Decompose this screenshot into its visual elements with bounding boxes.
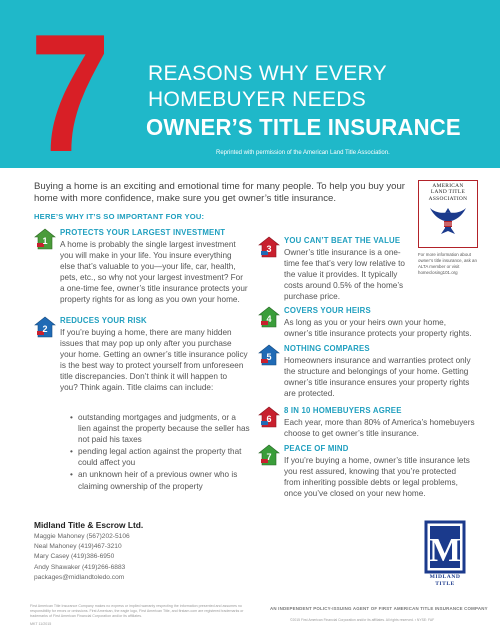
reason-3-body: Owner’s title insurance is a one- time fee that’s very low relative to the value it provides. It typically costs around 0.5% of the home’s purchase price. [284,248,405,302]
contact-andy: Andy Shawaker (419)266-6883 [34,563,126,571]
reason-1-title: PROTECTS YOUR LARGEST INVESTMENT [60,228,226,237]
contact-mary: Mary Casey (419)386-6950 [34,553,115,561]
reason-7 [258,444,488,500]
reason-4-number: 4 [266,314,272,324]
footer-agent-notice: AN INDEPENDENT POLICY-ISSUING AGENT OF FIRST AMERICAN TITLE INSURANCE COMPANY [270,606,488,611]
alta-note: For more information about owner’s title insurance, ask an ALTA member or visit homeclosing101.org [418,252,477,276]
reprint-credit: Reprinted with permission of the American Land Title Association. [216,150,390,156]
footer-code: MKT 11/2015 [30,622,52,626]
reason-6-body: Each year, more than 80% of America’s homebuyers choose to get owner’s title insurance. [284,418,475,439]
headline-line-1: REASONS WHY EVERY [148,62,387,85]
reason-4 [258,306,488,340]
reason-2-body: If you’re buying a home, there are many hidden issues that may pop up only after you purchase your home. Getting an owner’s title insurance policy is the best way to protect yourself from unforeseen title discrepancies. Don’t think it will happen to you? Think again. Title claims can include: [60,328,248,393]
reason-2 [34,316,260,406]
reason-1-body: A home is probably the single largest investment you will make in your life. You insure everything else that’s valuable to you—your life, car, health, pets, etc., so why not your largest investment? For a one-time fee, owner’s title insurance protects your property rights for as long as you own your home. [60,240,248,305]
reason-3 [258,236,418,302]
eagle-icon [428,204,468,240]
alta-logo-line-3: ASSOCIATION [428,195,468,202]
contact-list [34,532,130,583]
reason-3-number: 3 [266,244,272,254]
reason-4-title: COVERS YOUR HEIRS [284,306,371,315]
reason-7-number: 7 [266,452,272,462]
reason-5-body: Homeowners insurance and warranties protect only the structure and belongings of your home. Getting owner’s title insurance ensures your property rights are protected. [284,356,471,399]
footer-copyright: ©2015 First American Financial Corporation and/or its affiliates. All rights reserved. ▪ NYSE: FAF [290,618,435,622]
list-item: • outstanding mortgages and judgments, or a lien against the property because the seller has not paid his taxes [70,412,266,445]
list-item: • an unknown heir of a previous owner who is claiming ownership of the property [70,469,266,491]
reason-7-body: If you’re buying a home, owner’s title insurance lets you rest assured, knowing that you’re protected from inheriting possible debts or legal problems, once you’ve closed on your new home. [284,456,470,499]
contact-neal: Neal Mahoney (419)467-3210 [34,543,122,551]
midland-logo-label: MIDLAND TITLE [429,574,461,587]
reason-7-title: PEACE OF MIND [284,444,349,453]
contact-email[interactable]: packages@midlandtoledo.com [34,573,125,581]
intro-paragraph: Buying a home is an exciting and emotional time for many people. To help you buy your home with more confidence, make sure you get owner’s title insurance. [34,181,405,205]
alta-logo-line-1: AMERICAN [432,183,464,189]
house-icon [258,444,280,466]
headline-line-2: HOMEBUYER NEEDS [148,88,367,111]
house-icon [258,306,280,328]
midland-m-icon [418,520,472,574]
reason-1 [34,228,260,305]
big-seven-numeral: 7 [30,0,106,168]
svg-text:M: M [428,532,462,569]
reason-6 [258,406,488,440]
why-heading: HERE’S WHY IT’S SO IMPORTANT FOR YOU: [34,212,205,221]
alta-logo [418,180,478,248]
alta-logo-line-2: LAND TITLE [430,189,466,196]
list-item: • pending legal action against the property that could affect you [70,446,266,468]
reason-6-title: 8 IN 10 HOMEBUYERS AGREE [284,406,402,415]
reason-5-number: 5 [266,352,272,362]
footer-disclaimer: First American Title Insurance Company makes no express or implied warranty respecting the information presented and assumes no responsibility for errors or omissions. First American, the eagle logo, First American Title, and firstam.com are registered trademarks or trademarks of First American Financial Corporation and/or its affiliates. [30,604,244,618]
reason-5 [258,344,488,400]
house-icon [258,344,280,366]
reason-1-number: 1 [42,236,48,246]
headline-line-3: OWNER’S TITLE INSURANCE [146,114,461,140]
reason-5-title: NOTHING COMPARES [284,344,370,353]
house-icon [34,228,56,250]
reason-4-body: As long as you or your heirs own your home, owner’s title insurance protects your property rights. [284,318,472,339]
reason-2-number: 2 [42,324,48,334]
reason-6-number: 6 [266,414,272,424]
company-name: Midland Title & Escrow Ltd. [34,520,144,530]
house-icon [258,406,280,428]
reason-3-title: YOU CAN’T BEAT THE VALUE [284,236,401,245]
title-claims-list [70,412,266,493]
contact-maggie: Maggie Mahoney (567)202-5106 [34,533,130,540]
header-banner [0,0,500,168]
reason-2-title: REDUCES YOUR RISK [60,316,147,325]
house-icon [34,316,56,338]
house-icon [258,236,280,258]
midland-title-logo [418,520,472,592]
